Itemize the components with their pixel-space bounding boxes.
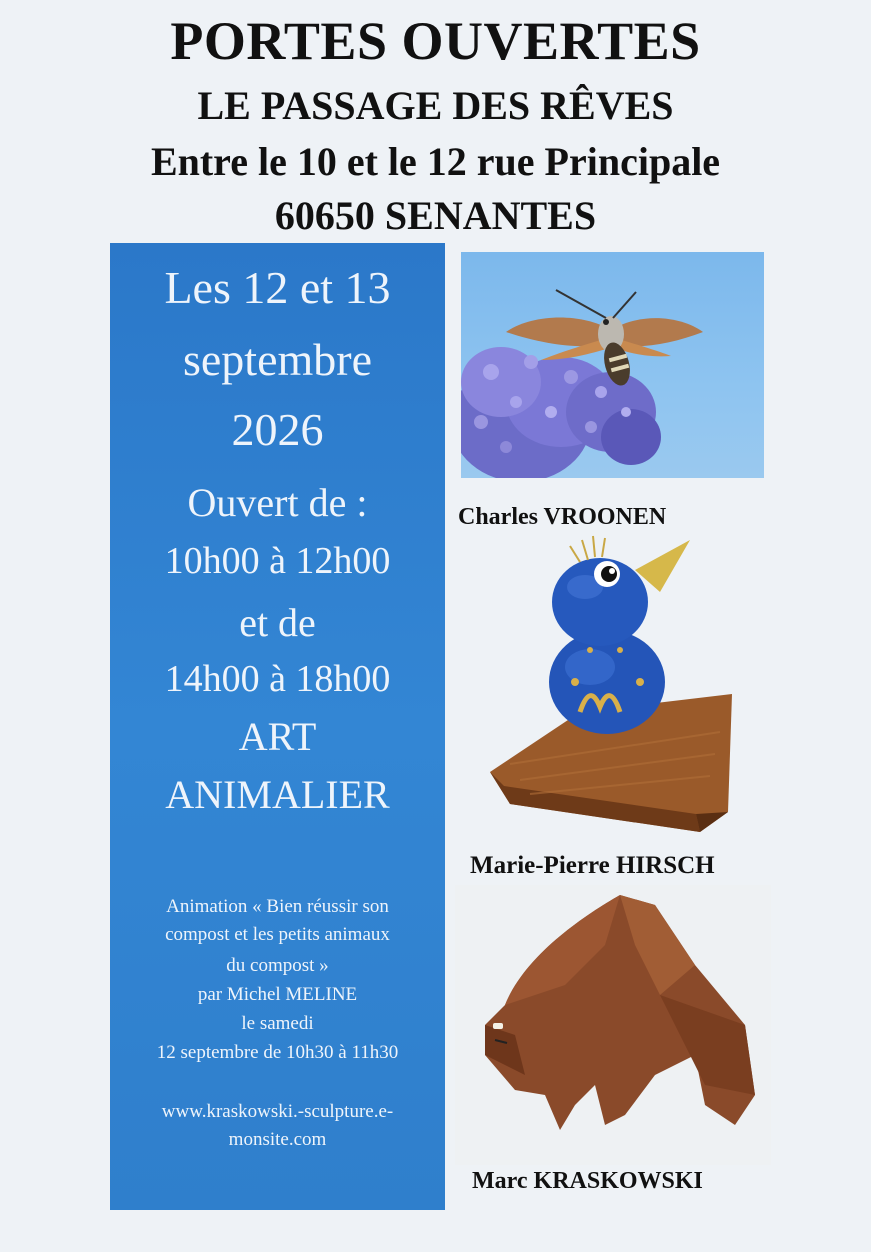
animation-line-3: du compost »: [226, 955, 329, 976]
street-address: Entre le 10 et le 12 rue Principale: [150, 139, 721, 184]
animation-line-2: compost et les petits animaux: [165, 924, 390, 945]
bison-sculpture-illustration: [455, 885, 771, 1165]
morning-hours: 10h00 à 12h00: [164, 540, 391, 582]
lilac-flowers: [461, 347, 661, 478]
artist-caption-3: Marc KRASKOWSKI: [472, 1168, 703, 1194]
city-postcode: 60650 SENANTES: [274, 193, 597, 238]
website-line-1: www.kraskowski.-sculpture.e-: [161, 1101, 394, 1122]
theme-line-2: ANIMALIER: [165, 772, 390, 817]
date-line-3: 2026: [231, 404, 324, 455]
bird-sculpture-photo: [470, 532, 740, 840]
animation-line-1: Animation « Bien réussir son: [166, 896, 389, 917]
artist-caption-2: Marie-Pierre HIRSCH: [470, 852, 715, 879]
and-text: et de: [239, 600, 316, 645]
date-line-2: septembre: [182, 334, 373, 385]
bird-sculpture-illustration: [470, 532, 740, 840]
info-panel: [110, 243, 445, 1210]
poster-title: PORTES OUVERTES: [170, 11, 701, 71]
animation-line-4: par Michel MELINE: [197, 984, 358, 1005]
moth-illustration: [461, 252, 764, 478]
open-label: Ouvert de :: [187, 480, 368, 525]
animation-line-5: le samedi: [241, 1013, 314, 1034]
moth-photo: [461, 252, 764, 478]
artist-caption-1: Charles VROONEN: [458, 504, 667, 530]
website-line-2: monsite.com: [228, 1129, 327, 1150]
bison-sculpture-photo: [455, 885, 771, 1165]
bird-body: [549, 630, 665, 734]
date-line-1: Les 12 et 13: [164, 262, 391, 313]
venue-name: LE PASSAGE DES RÊVES: [197, 83, 674, 128]
theme-line-1: ART: [238, 714, 317, 759]
afternoon-hours: 14h00 à 18h00: [164, 658, 391, 700]
animation-line-6: 12 septembre de 10h30 à 11h30: [156, 1042, 399, 1063]
bison-body: [485, 895, 755, 1130]
